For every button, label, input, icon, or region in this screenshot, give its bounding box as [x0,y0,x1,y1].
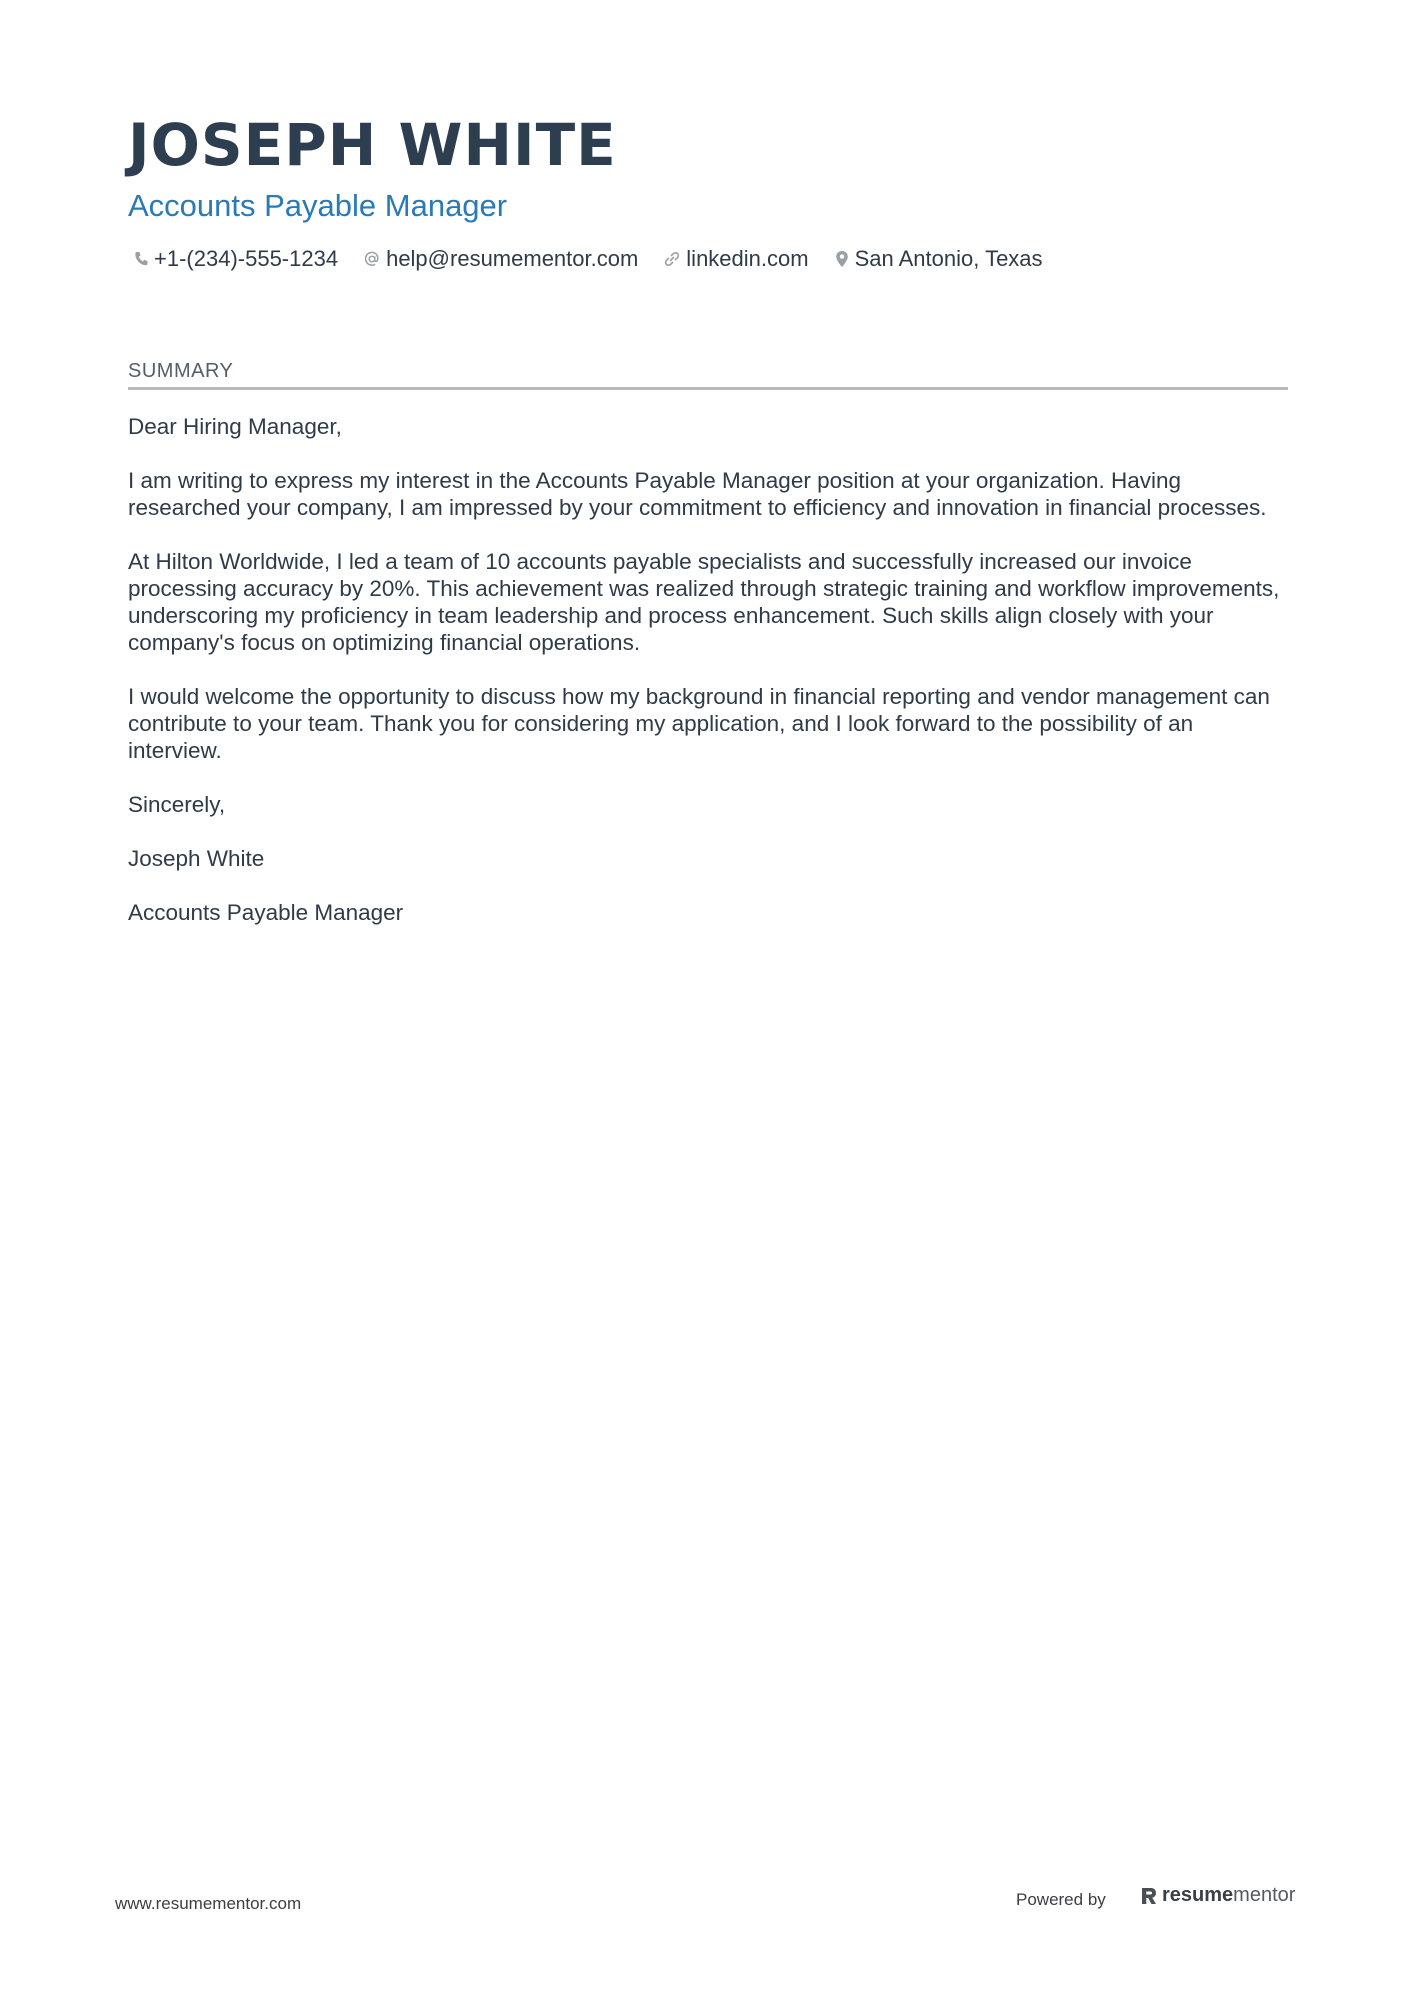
section-heading-summary: SUMMARY [128,360,1288,390]
contact-location [835,246,1043,272]
letter-paragraph: I would welcome the opportunity to discuss how my background in financial reporting and vendor management can contribute to your team. Thank you for considering my application, and I look forward to the possibility of an interview. [128,684,1270,763]
email-link[interactable]: help@resumementor.com [386,246,639,271]
contact-website[interactable] [664,246,808,272]
letter-greeting: Dear Hiring Manager, [128,414,342,439]
signature-name: Joseph White [128,846,265,871]
contact-row [134,246,1069,272]
location-text: San Antonio, Texas [854,246,1043,271]
letter-paragraph: I am writing to express my interest in the Accounts Payable Manager position at your organization. Having researched your company, I am impressed by your commitment to efficiency and innovation in financial processes. [128,468,1267,520]
phone-icon [134,251,148,267]
contact-email[interactable] [364,246,638,272]
brand-logo[interactable] [1140,1884,1295,1907]
letter-closing: Sincerely, [128,792,226,817]
footer-url[interactable]: www.resumementor.com [115,1894,302,1913]
job-title: Accounts Payable Manager [128,188,508,223]
powered-by-label: Powered by [1016,1890,1106,1909]
signature-title: Accounts Payable Manager [128,900,404,925]
candidate-name: JOSEPH WHITE [128,111,617,179]
website-link[interactable]: linkedin.com [686,246,809,271]
cover-letter-body [128,413,1288,953]
phone-text: +1-(234)-555-1234 [154,246,339,271]
letter-paragraph: At Hilton Worldwide, I led a team of 10 accounts payable specialists and successfully increased our invoice processing accuracy by 20%. This achievement was realized through strategic training and workflow improvements, underscoring my proficiency in team leadership and process enhancement. Such skills align closely with your company's focus on optimizing financial operations. [128,549,1280,655]
link-icon [664,251,680,267]
header [128,108,1288,226]
map-pin-icon [835,250,849,268]
brand-name-bold: resume [1162,1884,1234,1906]
resumementor-logo-icon [1140,1886,1158,1906]
contact-phone [134,246,338,272]
at-icon [364,251,380,267]
brand-name-light: mentor [1233,1884,1296,1906]
